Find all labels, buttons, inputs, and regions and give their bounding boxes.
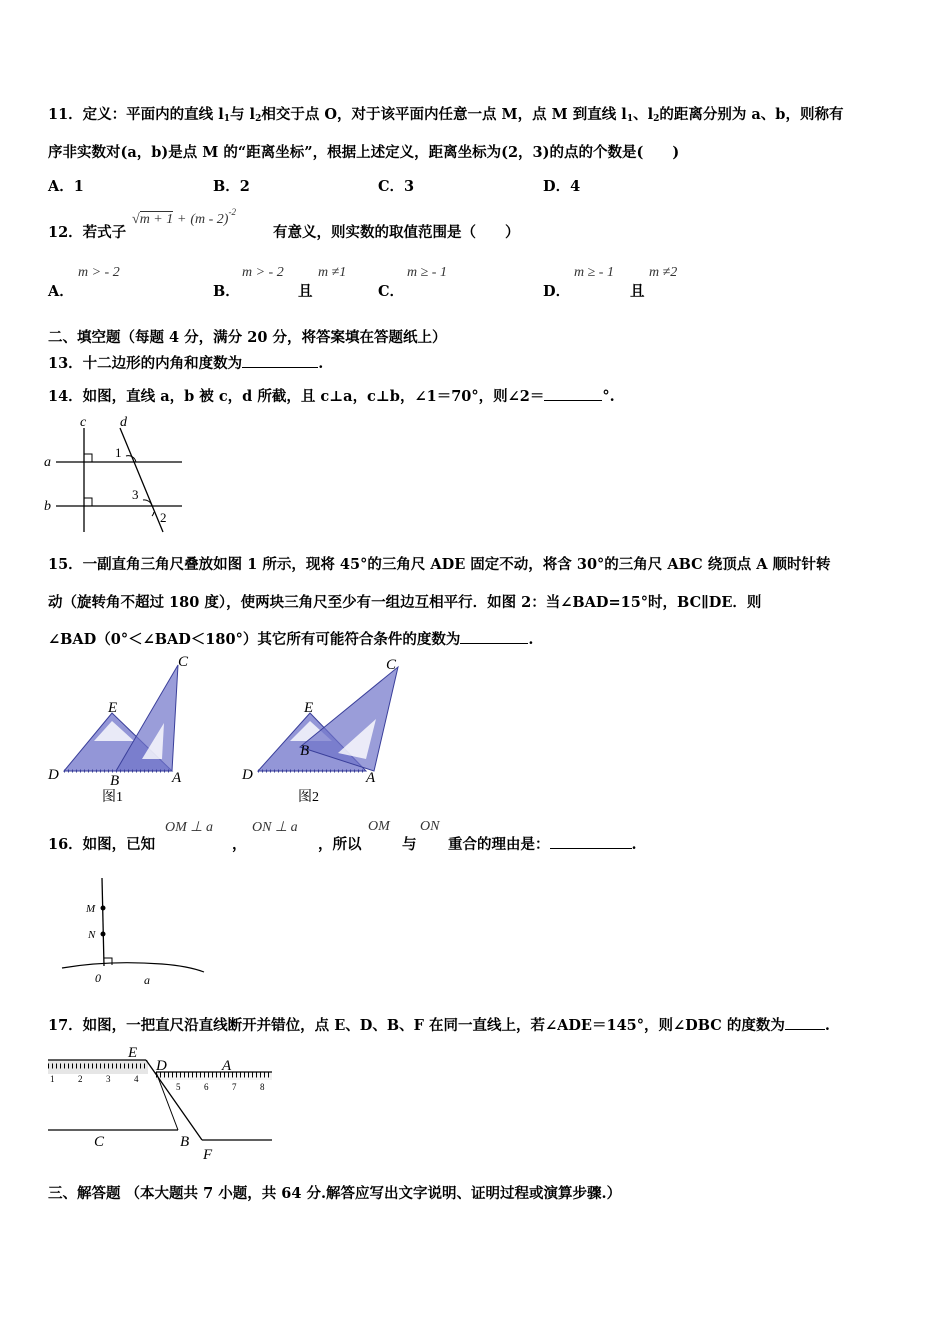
q12-option-d[interactable]: D．	[543, 283, 571, 300]
q16-figure	[58, 872, 178, 992]
label-E: E	[304, 700, 314, 716]
tick-4: 4	[134, 1074, 139, 1084]
q12-stem-suffix: 有意义，则实数的取值范围是（ ）	[273, 224, 520, 241]
right-angle-mark-a	[84, 454, 92, 462]
tick-8: 8	[260, 1082, 265, 1092]
label-c: c	[80, 415, 87, 430]
label-d: d	[120, 415, 127, 430]
tick-2: 2	[78, 1074, 83, 1084]
ruler-right-top	[156, 1072, 272, 1080]
line-d	[120, 428, 163, 532]
label-D: D	[156, 1058, 167, 1074]
q16-math-om: OM	[368, 819, 390, 834]
label-N: N	[88, 929, 96, 941]
label-A: A	[366, 770, 376, 786]
q16-math-on-perp: ON ⊥ a	[252, 820, 298, 835]
q12-option-b-and: 且	[298, 283, 313, 300]
q16-text-and: 与	[402, 836, 417, 853]
label-a: a	[44, 455, 51, 470]
label-D: D	[48, 767, 59, 783]
q17-answer-blank[interactable]	[785, 1015, 825, 1030]
label-F: F	[203, 1147, 213, 1163]
q12-option-d-math1: m ≥ - 1	[574, 265, 614, 280]
q16-math-on: ON	[420, 819, 440, 834]
tick-6: 6	[204, 1082, 209, 1092]
q11-option-c[interactable]: C．3	[378, 178, 415, 195]
label-C: C	[94, 1134, 105, 1150]
q13-text: 13．十二边形的内角和度数为 .	[48, 355, 324, 372]
q12-option-d-math2: m ≠2	[649, 265, 678, 280]
label-angle-1: 1	[115, 445, 122, 460]
label-A: A	[172, 770, 182, 786]
label-a: a	[144, 973, 150, 987]
label-E: E	[128, 1045, 138, 1061]
q15-line2: 动（旋转角不超过 180 度），使两块三角尺至少有一组边互相平行．如图 2：当∠BAD=15°时，BC∥DE．则	[48, 594, 762, 611]
q11-line1: 11．定义：平面内的直线 $l_1$与 $l_2$相交于点 O，对于该平面内任意一点 M，点 M 到直线 $l_1$、$l_2$的距离分别为 a、b，则称有	[48, 106, 844, 124]
caption-fig2: 图2	[298, 790, 319, 805]
q15-line3: ∠BAD（0°＜∠BAD＜180°）其它所有可能符合条件的度数为 .	[48, 631, 534, 648]
q12-formula: √m + 1 + (m - 2)$^{-2}$	[132, 207, 236, 227]
q11-line2: 序非实数对(a，b)是点 M 的“距离坐标”，根据上述定义，距离坐标为(2，3)的点的个数是( )	[48, 144, 680, 161]
q16-text-reason: 重合的理由是： .	[448, 836, 637, 853]
label-b: b	[44, 499, 51, 514]
angle-2-arc	[152, 512, 154, 516]
section-3-heading: 三、解答题 （本大题共 7 小题，共 64 分.解答应写出文字说明、证明过程或演算步骤.）	[48, 1185, 622, 1202]
q12-option-b-math2: m ≠1	[318, 265, 347, 280]
label-B: B	[110, 773, 120, 789]
q12-option-b[interactable]: B．	[213, 283, 240, 300]
tick-7: 7	[232, 1082, 237, 1092]
q12-stem: 12．若式子	[48, 224, 127, 241]
q12-option-c[interactable]: C．	[378, 283, 405, 300]
label-angle-2: 2	[160, 510, 167, 525]
q15-line1: 15．一副直角三角尺叠放如图 1 所示，现将 45°的三角尺 ADE 固定不动，将含 30°的三角尺 ABC 绕顶点 A 顺时针转	[48, 556, 831, 573]
q12-option-a-math: m > - 2	[78, 265, 120, 280]
q11-option-a[interactable]: A．1	[48, 178, 84, 195]
q16-text-so: ，所以	[318, 836, 362, 853]
label-C: C	[386, 657, 397, 673]
q15-figure-1	[44, 655, 204, 805]
label-O: 0	[95, 971, 101, 985]
q14-answer-blank[interactable]	[544, 386, 602, 401]
point-n	[101, 932, 106, 937]
q16-comma: ，	[232, 836, 247, 853]
q12-option-c-math: m ≥ - 1	[407, 265, 447, 280]
q16-math-om-perp: OM ⊥ a	[165, 820, 213, 835]
right-angle-mark-b	[84, 498, 92, 506]
label-B: B	[180, 1134, 190, 1150]
q16-text-start: 16．如图，已知	[48, 836, 156, 853]
label-angle-3: 3	[132, 487, 139, 502]
q13-answer-blank[interactable]	[242, 353, 318, 368]
angle-1-arc	[126, 456, 136, 462]
q11-option-b[interactable]: B．2	[213, 178, 250, 195]
label-D: D	[242, 767, 253, 783]
tick-3: 3	[106, 1074, 111, 1084]
q14-figure	[40, 410, 190, 530]
label-A: A	[222, 1058, 232, 1074]
tick-5: 5	[176, 1082, 181, 1092]
q15-figure-2	[238, 655, 408, 805]
line-om	[102, 878, 104, 966]
tick-1: 1	[50, 1074, 55, 1084]
q12-option-b-math1: m > - 2	[242, 265, 284, 280]
q11-option-d[interactable]: D．4	[543, 178, 581, 195]
q17-figure	[46, 1042, 286, 1162]
caption-fig1: 图1	[102, 790, 123, 805]
label-C: C	[178, 654, 189, 670]
q12-option-a[interactable]: A．	[48, 283, 74, 300]
label-M: M	[86, 903, 96, 915]
section-2-heading: 二、填空题（每题 4 分，满分 20 分，将答案填在答题纸上）	[48, 329, 447, 346]
q16-answer-blank[interactable]	[550, 834, 632, 849]
point-m	[101, 906, 106, 911]
right-angle-mark	[104, 958, 112, 965]
q12-option-d-and: 且	[630, 283, 645, 300]
label-E: E	[108, 700, 118, 716]
q15-answer-blank[interactable]	[460, 629, 528, 644]
label-B: B	[300, 743, 310, 759]
line-a	[62, 963, 204, 972]
q14-text: 14．如图，直线 a，b 被 c，d 所截，且 c⊥a，c⊥b，∠1＝70°，则∠2＝ °.	[48, 388, 615, 405]
q17-text: 17．如图，一把直尺沿直线断开并错位，点 E、D、B、F 在同一直线上，若∠ADE＝145°，则∠DBC 的度数为 .	[48, 1017, 830, 1034]
